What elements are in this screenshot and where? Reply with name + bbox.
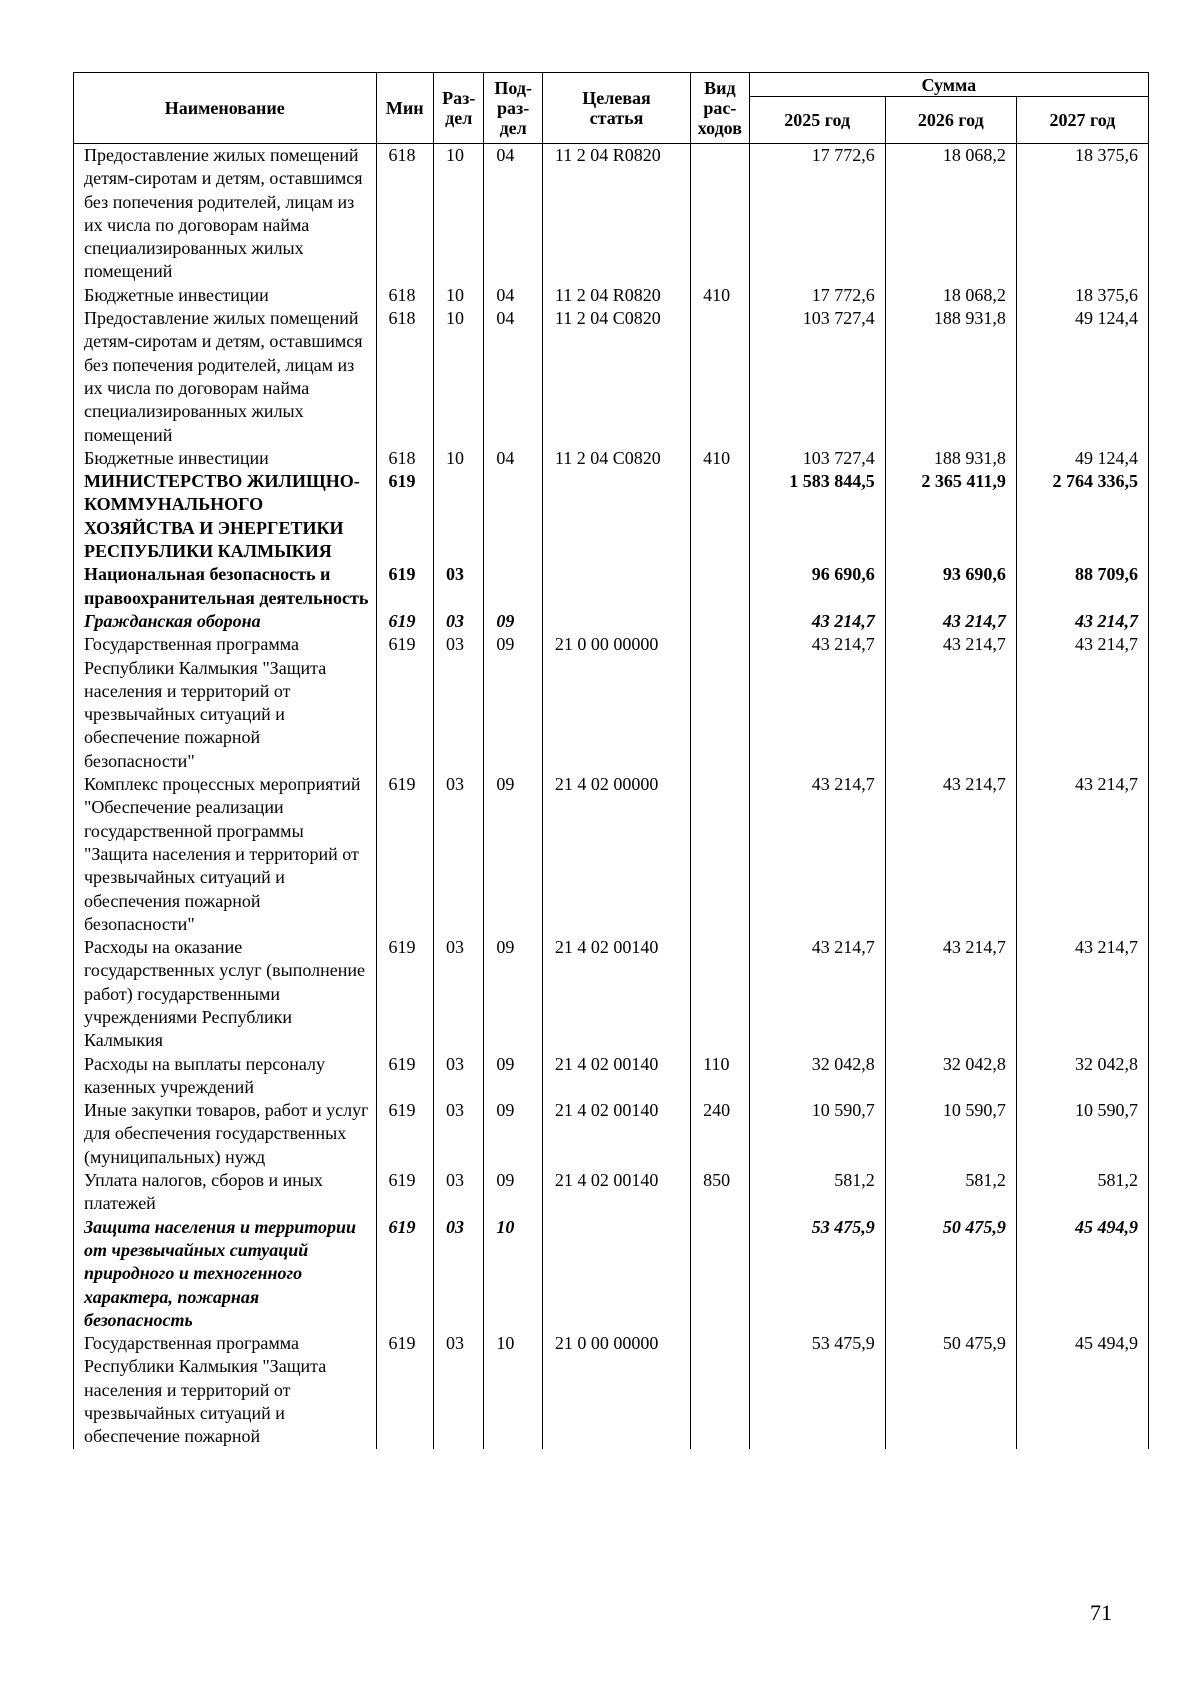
cell-tselevaya: 21 0 00 00000 (542, 1332, 690, 1448)
cell-2026: 43 214,7 (885, 773, 1016, 936)
cell-tselevaya: 21 4 02 00000 (542, 773, 690, 936)
cell-2027: 2 764 336,5 (1016, 470, 1148, 563)
table-row (74, 1332, 1149, 1448)
cell-min: 619 (376, 1169, 433, 1216)
cell-min: 619 (376, 1332, 433, 1448)
budget-table (73, 72, 1149, 1449)
cell-vid: 410 (691, 447, 749, 470)
cell-tselevaya: 11 2 04 R0820 (542, 284, 690, 307)
cell-2025: 43 214,7 (749, 610, 885, 633)
cell-min: 618 (376, 284, 433, 307)
cell-2026: 50 475,9 (885, 1216, 1016, 1332)
cell-2027: 18 375,6 (1016, 144, 1148, 284)
cell-vid: 110 (691, 1053, 749, 1100)
table-header (74, 73, 1149, 144)
cell-2027: 581,2 (1016, 1169, 1148, 1216)
cell-razdel: 03 (434, 1099, 484, 1169)
cell-2025: 10 590,7 (749, 1099, 885, 1169)
cell-razdel: 03 (434, 633, 484, 773)
table-row (74, 936, 1149, 1052)
cell-vid (691, 307, 749, 447)
cell-2026: 10 590,7 (885, 1099, 1016, 1169)
cell-tselevaya (542, 563, 690, 610)
cell-2027: 49 124,4 (1016, 307, 1148, 447)
cell-razdel: 03 (434, 1053, 484, 1100)
table-row (74, 144, 1149, 284)
header-year-2027: 2027 год (1016, 97, 1148, 144)
cell-2027: 43 214,7 (1016, 936, 1148, 1052)
table-row (74, 610, 1149, 633)
cell-tselevaya: 21 4 02 00140 (542, 1053, 690, 1100)
cell-vid (691, 470, 749, 563)
cell-podrazdel: 09 (484, 1053, 542, 1100)
cell-name: Бюджетные инвестиции (74, 447, 377, 470)
cell-vid (691, 563, 749, 610)
cell-min: 619 (376, 1053, 433, 1100)
cell-tselevaya: 21 4 02 00140 (542, 1099, 690, 1169)
cell-name: Расходы на выплаты персоналу казенных учреждений (74, 1053, 377, 1100)
cell-razdel: 03 (434, 1332, 484, 1448)
table-row (74, 773, 1149, 936)
cell-2027: 18 375,6 (1016, 284, 1148, 307)
cell-2026: 43 214,7 (885, 936, 1016, 1052)
cell-tselevaya: 11 2 04 С0820 (542, 307, 690, 447)
cell-podrazdel: 10 (484, 1216, 542, 1332)
cell-name: Расходы на оказание государственных услуг (выполнение работ) государственными учреждениями Республики Калмыкия (74, 936, 377, 1052)
cell-2026: 43 214,7 (885, 633, 1016, 773)
cell-2027: 45 494,9 (1016, 1332, 1148, 1448)
cell-2027: 49 124,4 (1016, 447, 1148, 470)
cell-name: Предоставление жилых помещений детям-сиротам и детям, оставшимся без попечения родителей, лицам из их числа по договорам найма специализированных жилых помещений (74, 144, 377, 284)
cell-tselevaya (542, 1216, 690, 1332)
page-number: 71 (1090, 1600, 1112, 1625)
header-tselevaya-label: Целевая статья (582, 88, 651, 128)
cell-razdel: 10 (434, 284, 484, 307)
cell-razdel: 03 (434, 610, 484, 633)
cell-vid: 410 (691, 284, 749, 307)
cell-2025: 32 042,8 (749, 1053, 885, 1100)
cell-name: Бюджетные инвестиции (74, 284, 377, 307)
cell-2025: 53 475,9 (749, 1332, 885, 1448)
cell-name: Иные закупки товаров, работ и услуг для обеспечения государственных (муниципальных) нужд (74, 1099, 377, 1169)
cell-2026: 18 068,2 (885, 144, 1016, 284)
header-vid (691, 73, 749, 144)
cell-razdel: 10 (434, 144, 484, 284)
header-tselevaya (542, 73, 690, 144)
cell-2026: 50 475,9 (885, 1332, 1016, 1448)
cell-2025: 581,2 (749, 1169, 885, 1216)
cell-2027: 43 214,7 (1016, 633, 1148, 773)
table-row (74, 563, 1149, 610)
cell-name: Национальная безопасность и правоохранительная деятельность (74, 563, 377, 610)
cell-razdel (434, 470, 484, 563)
header-min: Мин (376, 73, 433, 144)
cell-razdel: 03 (434, 1169, 484, 1216)
cell-tselevaya: 21 4 02 00140 (542, 1169, 690, 1216)
cell-2025: 103 727,4 (749, 307, 885, 447)
header-razdel-label: Раз- дел (442, 88, 476, 128)
header-podrazdel-label: Под- раз- дел (494, 78, 532, 138)
cell-2026: 188 931,8 (885, 307, 1016, 447)
table-row (74, 1169, 1149, 1216)
cell-razdel: 10 (434, 307, 484, 447)
cell-razdel: 03 (434, 936, 484, 1052)
cell-2026: 32 042,8 (885, 1053, 1016, 1100)
cell-vid (691, 633, 749, 773)
cell-min: 619 (376, 470, 433, 563)
cell-min: 619 (376, 1099, 433, 1169)
cell-podrazdel: 09 (484, 610, 542, 633)
cell-vid (691, 144, 749, 284)
cell-podrazdel: 04 (484, 447, 542, 470)
cell-razdel: 10 (434, 447, 484, 470)
cell-podrazdel (484, 470, 542, 563)
cell-razdel: 03 (434, 1216, 484, 1332)
cell-vid (691, 1332, 749, 1448)
cell-tselevaya: 21 4 02 00140 (542, 936, 690, 1052)
cell-2025: 96 690,6 (749, 563, 885, 610)
cell-min: 619 (376, 773, 433, 936)
cell-min: 619 (376, 1216, 433, 1332)
cell-tselevaya: 21 0 00 00000 (542, 633, 690, 773)
cell-razdel: 03 (434, 563, 484, 610)
table-row (74, 1099, 1149, 1169)
header-podrazdel (484, 73, 542, 144)
cell-2026: 18 068,2 (885, 284, 1016, 307)
cell-podrazdel (484, 563, 542, 610)
cell-vid (691, 773, 749, 936)
cell-2027: 43 214,7 (1016, 610, 1148, 633)
cell-2025: 43 214,7 (749, 773, 885, 936)
cell-2025: 17 772,6 (749, 284, 885, 307)
cell-vid: 240 (691, 1099, 749, 1169)
cell-tselevaya (542, 610, 690, 633)
cell-2025: 43 214,7 (749, 936, 885, 1052)
cell-2026: 188 931,8 (885, 447, 1016, 470)
cell-2025: 17 772,6 (749, 144, 885, 284)
cell-vid (691, 936, 749, 1052)
cell-2026: 581,2 (885, 1169, 1016, 1216)
cell-min: 619 (376, 610, 433, 633)
cell-podrazdel: 09 (484, 1169, 542, 1216)
cell-2025: 53 475,9 (749, 1216, 885, 1332)
cell-podrazdel: 09 (484, 936, 542, 1052)
cell-2025: 103 727,4 (749, 447, 885, 470)
cell-2027: 88 709,6 (1016, 563, 1148, 610)
header-summa: Сумма (749, 73, 1148, 97)
cell-2026: 43 214,7 (885, 610, 1016, 633)
cell-vid (691, 610, 749, 633)
table-row (74, 633, 1149, 773)
cell-name: Комплекс процессных мероприятий "Обеспечение реализации государственной программы "Защита населения и территорий от чрезвычайных ситуаций и обеспечения пожарной безопасности" (74, 773, 377, 936)
header-razdel (434, 73, 484, 144)
cell-podrazdel: 04 (484, 144, 542, 284)
cell-name: Гражданская оборона (74, 610, 377, 633)
cell-name: Уплата налогов, сборов и иных платежей (74, 1169, 377, 1216)
cell-name: Государственная программа Республики Калмыкия "Защита населения и территорий от чрезвычайных ситуаций и обеспечение пожарной безопасности" (74, 633, 377, 773)
cell-vid (691, 1216, 749, 1332)
cell-name: Защита населения и территории от чрезвычайных ситуаций природного и техногенного характера, пожарная безопасность (74, 1216, 377, 1332)
cell-name: Предоставление жилых помещений детям-сиротам и детям, оставшимся без попечения родителей, лицам из их числа по договорам найма специализированных жилых помещений (74, 307, 377, 447)
cell-min: 618 (376, 447, 433, 470)
cell-2026: 2 365 411,9 (885, 470, 1016, 563)
cell-podrazdel: 04 (484, 284, 542, 307)
cell-podrazdel: 04 (484, 307, 542, 447)
cell-min: 618 (376, 144, 433, 284)
cell-2026: 93 690,6 (885, 563, 1016, 610)
cell-podrazdel: 10 (484, 1332, 542, 1448)
table-row (74, 307, 1149, 447)
header-name: Наименование (74, 73, 377, 144)
cell-min: 619 (376, 563, 433, 610)
cell-tselevaya (542, 470, 690, 563)
table-row (74, 447, 1149, 470)
cell-tselevaya: 11 2 04 С0820 (542, 447, 690, 470)
budget-page (73, 72, 1149, 1449)
cell-2027: 10 590,7 (1016, 1099, 1148, 1169)
cell-2027: 32 042,8 (1016, 1053, 1148, 1100)
cell-podrazdel: 09 (484, 1099, 542, 1169)
cell-name: Государственная программа Республики Калмыкия "Защита населения и территорий от чрезвычайных ситуаций и обеспечение пожарной (74, 1332, 377, 1448)
header-vid-label: Вид рас- ходов (697, 78, 742, 138)
cell-razdel: 03 (434, 773, 484, 936)
cell-2027: 43 214,7 (1016, 773, 1148, 936)
cell-min: 619 (376, 936, 433, 1052)
cell-podrazdel: 09 (484, 773, 542, 936)
cell-min: 619 (376, 633, 433, 773)
table-row (74, 284, 1149, 307)
cell-2025: 43 214,7 (749, 633, 885, 773)
cell-vid: 850 (691, 1169, 749, 1216)
cell-tselevaya: 11 2 04 R0820 (542, 144, 690, 284)
table-row (74, 1053, 1149, 1100)
table-body (74, 144, 1149, 1449)
cell-podrazdel: 09 (484, 633, 542, 773)
table-row (74, 470, 1149, 563)
cell-min: 618 (376, 307, 433, 447)
cell-name: МИНИСТЕРСТВО ЖИЛИЩНО-КОММУНАЛЬНОГО ХОЗЯЙСТВА И ЭНЕРГЕТИКИ РЕСПУБЛИКИ КАЛМЫКИЯ (74, 470, 377, 563)
header-year-2025: 2025 год (749, 97, 885, 144)
cell-2025: 1 583 844,5 (749, 470, 885, 563)
cell-2027: 45 494,9 (1016, 1216, 1148, 1332)
table-row (74, 1216, 1149, 1332)
header-year-2026: 2026 год (885, 97, 1016, 144)
